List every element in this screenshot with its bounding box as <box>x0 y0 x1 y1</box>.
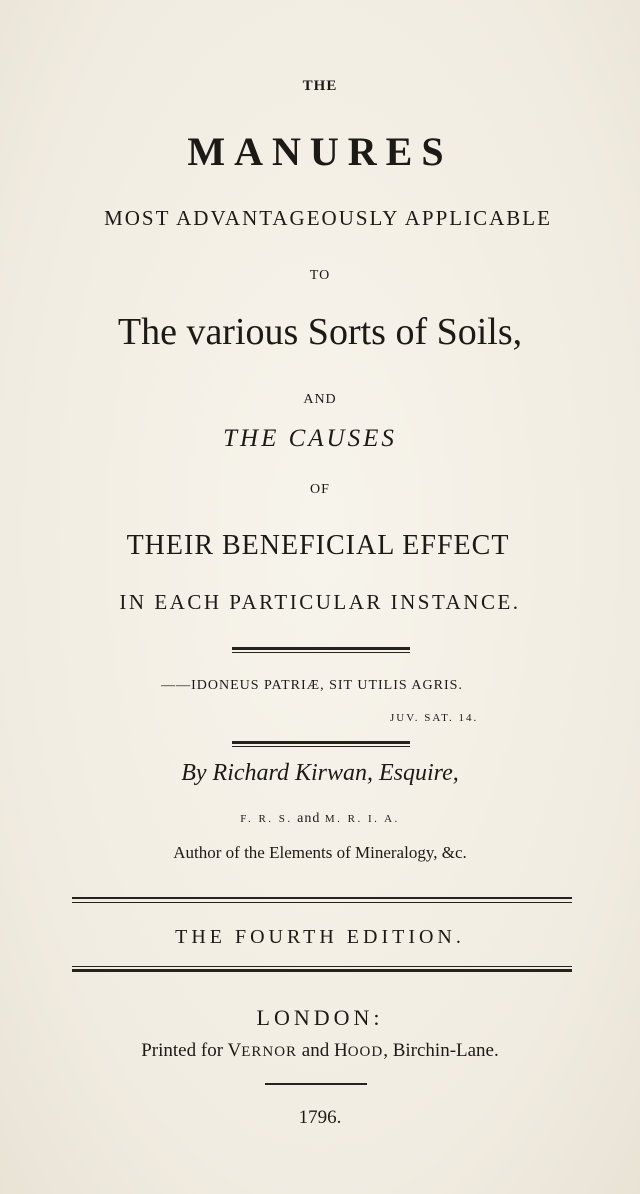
subtitle-to: TO <box>309 268 331 283</box>
ornamental-rule <box>72 902 572 903</box>
publisher-2-initial: H <box>333 1040 348 1061</box>
ornamental-rule <box>232 746 410 747</box>
subtitle-effect: THEIR BENEFICIAL EFFECT <box>126 530 510 561</box>
imprint-printed-for <box>0 1040 640 1062</box>
ornamental-rule <box>72 966 572 967</box>
imprint-year: 1796. <box>298 1107 342 1128</box>
edition-statement: THE FOURTH EDITION. <box>175 926 465 948</box>
ornamental-rule <box>232 647 410 650</box>
ornamental-rule <box>265 1083 367 1085</box>
publisher-2-rest: OOD <box>347 1044 384 1060</box>
subtitle-of: OF <box>310 482 330 497</box>
title-article: THE <box>302 78 338 94</box>
credential-mria: M. R. I. A. <box>324 813 400 825</box>
publisher-and: and <box>301 1040 330 1061</box>
imprint-place: LONDON: <box>256 1005 384 1030</box>
imprint-address: , Birchin-Lane. <box>383 1040 499 1061</box>
subtitle-and: AND <box>303 392 337 407</box>
ornamental-rule <box>72 897 572 899</box>
subtitle-line-1: MOST ADVANTAGEOUSLY APPLICABLE <box>104 206 552 230</box>
author-byline: By Richard Kirwan, Esquire, <box>181 760 459 786</box>
book-title: MANURES <box>187 129 453 174</box>
ornamental-rule <box>232 741 410 744</box>
credential-frs: F. R. S. <box>240 813 293 825</box>
subtitle-instance: IN EACH PARTICULAR INSTANCE. <box>119 590 521 614</box>
epigraph-motto: ——IDONEUS PATRIÆ, SIT UTILIS AGRIS. <box>161 678 463 693</box>
author-works: Author of the Elements of Mineralogy, &c. <box>173 843 467 862</box>
publisher-1-initial: V <box>227 1040 242 1061</box>
subtitle-soils: The various Sorts of Soils, <box>117 311 523 353</box>
credential-and: and <box>297 811 321 826</box>
author-credentials <box>0 811 640 827</box>
epigraph-source: JUV. SAT. 14. <box>390 712 479 724</box>
subtitle-causes: THE CAUSES <box>223 425 397 452</box>
imprint-printed-label: Printed for <box>141 1040 224 1061</box>
ornamental-rule <box>232 652 410 653</box>
ornamental-rule <box>72 969 572 972</box>
publisher-1-rest: ERNOR <box>241 1044 298 1060</box>
